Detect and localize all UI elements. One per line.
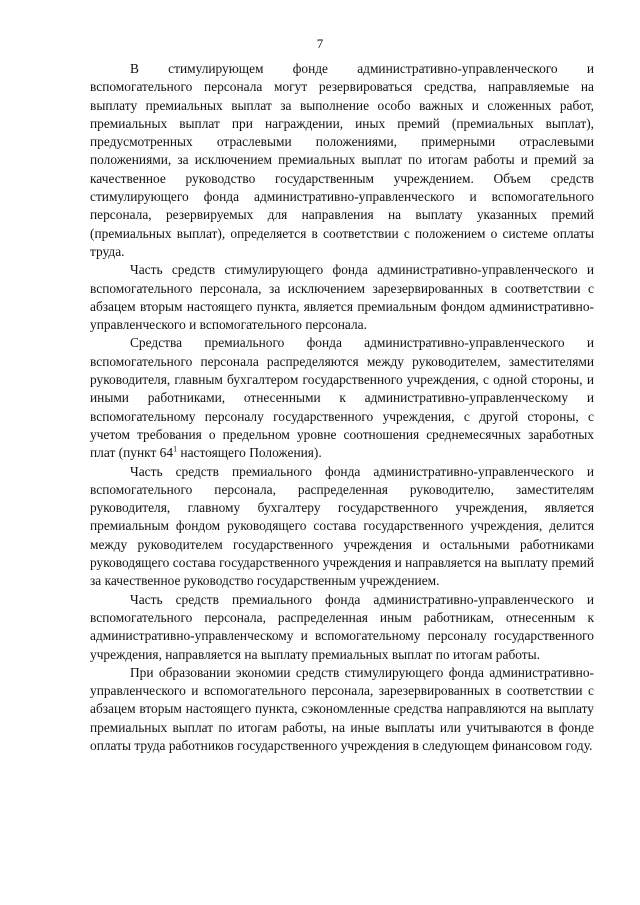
paragraph-management-bonus-fund: Часть средств премиального фонда административно-управленческого и вспомогательного персонала, распределенная руководителю, заместителям руководителя, главному бухгалтеру государственного учреждения, является премиальным фондом руководящего состава государственного учреждения, делится между руководителем государственного учреждения и остальными работниками руководящего состава государственного учреждения и направляется на выплату премий за качественное руководство государственным учреждением. [90, 463, 594, 589]
document-body [90, 60, 594, 755]
paragraph-bonus-fund-definition: Часть средств стимулирующего фонда административно-управленческого и вспомогательного персонала, за исключением зарезервированных в соответствии с абзацем вторым настоящего пункта, является премиальным фондом административно-управленческого и вспомогательного персонала. [90, 262, 594, 333]
paragraph-other-staff-bonus: Часть средств премиального фонда административно-управленческого и вспомогательного персонала, распределенная иным работникам, отнесенным к административно-управленческому и вспомогательному персоналу государственного учреждения, направляется на выплату премиальных выплат по итогам работы. [90, 591, 594, 662]
paragraph-bonus-fund-distribution [90, 334, 594, 462]
paragraph-text: Средства премиального фонда административно-управленческого и вспомогательного персонала распределяются между руководителем, заместителями руководителя, главным бухгалтером государственного учреждения, с одной стороны, и иными работниками, отнесенными к административно-управленческому и вспомогательному персоналу государственного учреждения, с другой стороны, с учетом требования о предельном уровне соотношения среднемесячных заработных плат (пункт 64 [90, 335, 594, 461]
paragraph-savings: При образовании экономии средств стимулирующего фонда административно-управленческого и вспомогательного персонала, зарезервированных в соответствии с абзацем вторым настоящего пункта, сэкономленные средства направляются на выплату премиальных выплат по итогам работы, на иные выплаты или учитываются в фонде оплаты труда работников государственного учреждения в следующем финансовом году. [90, 664, 594, 753]
page-number: 7 [316, 36, 324, 51]
paragraph-reserve-funds: В стимулирующем фонде административно-управленческого и вспомогательного персонала могут резервироваться средства, направляемые на выплату премиальных выплат за выполнение особо важных и сложенных работ, премиальных выплат при награждении, иных премий (премиальных выплат), предусмотренных отраслевыми положениями, примерными отраслевыми положениями, за исключением премиальных выплат по итогам работы и премий за качественное руководство государственным учреждением. Объем средств стимулирующего фонда административно-управленческого и вспомогательного персонала, резервируемых для направления на выплату указанных премий (премиальных выплат), определяется в соответствии с положением о системе оплаты труда. [90, 61, 594, 259]
paragraph-text-end: настоящего Положения). [177, 445, 322, 461]
superscript-reference: 1 [173, 444, 178, 454]
